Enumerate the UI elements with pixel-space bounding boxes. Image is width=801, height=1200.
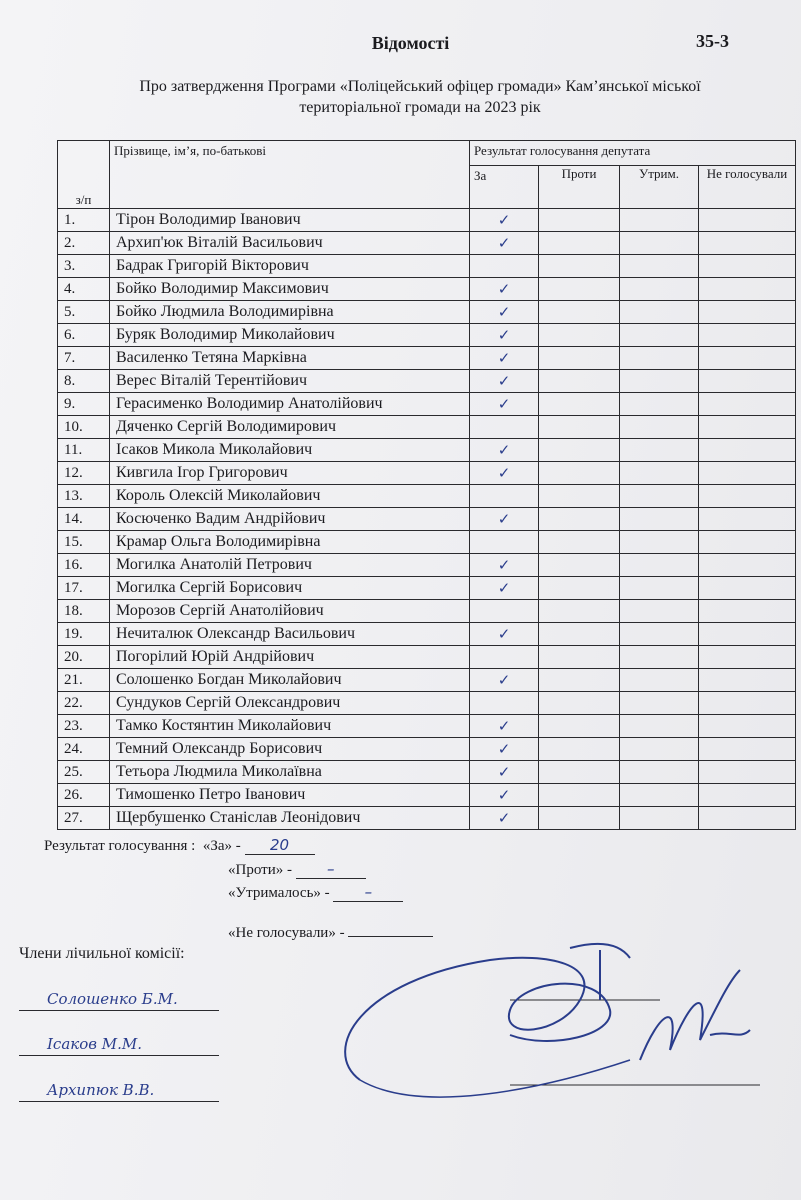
vote-ne-holosuvaly-cell <box>699 278 796 301</box>
row-number: 16. <box>58 554 110 577</box>
vote-utrym-cell <box>620 600 699 623</box>
row-number: 27. <box>58 807 110 830</box>
header-name: Прізвище, ім’я, по-батькові <box>110 141 470 209</box>
commission-signature-2: Ісаков М.М. <box>19 1032 219 1056</box>
vote-proty-cell <box>539 807 620 830</box>
voting-table <box>57 140 796 830</box>
deputy-name: Сундуков Сергій Олександрович <box>110 692 470 715</box>
vote-utrym-cell <box>620 485 699 508</box>
vote-utrym-cell <box>620 439 699 462</box>
table-row <box>58 370 796 393</box>
deputy-name: Ісаков Микола Миколайович <box>110 439 470 462</box>
vote-ne-holosuvaly-cell <box>699 738 796 761</box>
vote-ne-holosuvaly-cell <box>699 807 796 830</box>
row-number: 7. <box>58 347 110 370</box>
vote-utrym-cell <box>620 462 699 485</box>
table-row <box>58 715 796 738</box>
ne-value <box>348 936 433 937</box>
row-number: 10. <box>58 416 110 439</box>
deputy-name: Герасименко Володимир Анатолійович <box>110 393 470 416</box>
vote-za-cell: ✓ <box>470 232 539 255</box>
vote-za-cell <box>470 600 539 623</box>
vote-proty-cell <box>539 393 620 416</box>
vote-ne-holosuvaly-cell <box>699 669 796 692</box>
row-number: 18. <box>58 600 110 623</box>
vote-proty-cell <box>539 623 620 646</box>
vote-utrym-cell <box>620 715 699 738</box>
vote-ne-holosuvaly-cell <box>699 393 796 416</box>
deputy-name: Крамар Ольга Володимирівна <box>110 531 470 554</box>
vote-utrym-cell <box>620 554 699 577</box>
vote-za-cell <box>470 692 539 715</box>
commission-signature-1: Солошенко Б.М. <box>19 987 219 1011</box>
vote-proty-cell <box>539 669 620 692</box>
vote-utrym-cell <box>620 577 699 600</box>
table-row <box>58 554 796 577</box>
vote-za-cell: ✓ <box>470 301 539 324</box>
subtitle-line-2: територіальної громади на 2023 рік <box>299 99 541 116</box>
row-number: 4. <box>58 278 110 301</box>
vote-utrym-cell <box>620 255 699 278</box>
vote-utrym-cell <box>620 324 699 347</box>
vote-utrym-cell <box>620 416 699 439</box>
row-number: 6. <box>58 324 110 347</box>
vote-proty-cell <box>539 554 620 577</box>
row-number: 13. <box>58 485 110 508</box>
vote-proty-cell <box>539 301 620 324</box>
vote-za-cell: ✓ <box>470 738 539 761</box>
deputy-name: Темний Олександр Борисович <box>110 738 470 761</box>
vote-utrym-cell <box>620 209 699 232</box>
vote-utrym-cell <box>620 646 699 669</box>
utrym-value: – <box>333 883 403 902</box>
row-number: 12. <box>58 462 110 485</box>
vote-ne-holosuvaly-cell <box>699 784 796 807</box>
vote-za-cell: ✓ <box>470 807 539 830</box>
vote-utrym-cell <box>620 508 699 531</box>
table-row <box>58 232 796 255</box>
vote-proty-cell <box>539 485 620 508</box>
row-number: 25. <box>58 761 110 784</box>
header-za: За <box>470 166 539 209</box>
vote-utrym-cell <box>620 623 699 646</box>
row-number: 8. <box>58 370 110 393</box>
header-result: Результат голосування депутата <box>470 141 796 166</box>
vote-za-cell: ✓ <box>470 761 539 784</box>
vote-ne-holosuvaly-cell <box>699 462 796 485</box>
vote-za-cell: ✓ <box>470 669 539 692</box>
handwritten-signature-icon <box>300 940 780 1120</box>
vote-utrym-cell <box>620 301 699 324</box>
vote-proty-cell <box>539 209 620 232</box>
vote-za-cell: ✓ <box>470 784 539 807</box>
row-number: 14. <box>58 508 110 531</box>
results-label: Результат голосування : <box>44 838 196 854</box>
vote-proty-cell <box>539 324 620 347</box>
deputy-name: Могилка Сергій Борисович <box>110 577 470 600</box>
deputy-name: Буряк Володимир Миколайович <box>110 324 470 347</box>
table-row <box>58 324 796 347</box>
vote-ne-holosuvaly-cell <box>699 508 796 531</box>
commission-label: Члени лічильної комісії: <box>19 945 185 962</box>
row-number: 17. <box>58 577 110 600</box>
vote-za-cell: ✓ <box>470 508 539 531</box>
vote-proty-cell <box>539 715 620 738</box>
vote-ne-holosuvaly-cell <box>699 416 796 439</box>
table-row <box>58 600 796 623</box>
proty-value: – <box>296 860 366 879</box>
vote-utrym-cell <box>620 669 699 692</box>
vote-za-cell: ✓ <box>470 278 539 301</box>
row-number: 21. <box>58 669 110 692</box>
vote-za-cell: ✓ <box>470 347 539 370</box>
results-proty <box>228 860 366 879</box>
vote-proty-cell <box>539 462 620 485</box>
table-row <box>58 531 796 554</box>
vote-proty-cell <box>539 370 620 393</box>
row-number: 11. <box>58 439 110 462</box>
vote-utrym-cell <box>620 393 699 416</box>
row-number: 22. <box>58 692 110 715</box>
vote-ne-holosuvaly-cell <box>699 439 796 462</box>
deputy-name: Морозов Сергій Анатолійович <box>110 600 470 623</box>
results-utrym <box>228 883 403 902</box>
results-za <box>44 836 315 855</box>
vote-za-cell <box>470 531 539 554</box>
header-ne-holosuvaly: Не голосували <box>699 166 796 209</box>
table-row <box>58 462 796 485</box>
vote-ne-holosuvaly-cell <box>699 347 796 370</box>
vote-za-cell: ✓ <box>470 393 539 416</box>
vote-ne-holosuvaly-cell <box>699 531 796 554</box>
vote-proty-cell <box>539 508 620 531</box>
vote-ne-holosuvaly-cell <box>699 209 796 232</box>
table-row <box>58 393 796 416</box>
vote-ne-holosuvaly-cell <box>699 301 796 324</box>
vote-proty-cell <box>539 278 620 301</box>
vote-ne-holosuvaly-cell <box>699 715 796 738</box>
deputy-name: Верес Віталій Терентійович <box>110 370 470 393</box>
vote-proty-cell <box>539 646 620 669</box>
vote-proty-cell <box>539 577 620 600</box>
deputy-name: Косюченко Вадим Андрійович <box>110 508 470 531</box>
table-row <box>58 692 796 715</box>
commission-signature-3: Архипюк В.В. <box>19 1078 219 1102</box>
vote-za-cell: ✓ <box>470 324 539 347</box>
deputy-name: Король Олексій Миколайович <box>110 485 470 508</box>
vote-proty-cell <box>539 761 620 784</box>
vote-utrym-cell <box>620 784 699 807</box>
header-utrym: Утрим. <box>620 166 699 209</box>
vote-za-cell: ✓ <box>470 209 539 232</box>
deputy-name: Тимошенко Петро Іванович <box>110 784 470 807</box>
row-number: 2. <box>58 232 110 255</box>
table-row <box>58 761 796 784</box>
vote-ne-holosuvaly-cell <box>699 485 796 508</box>
table-body <box>58 209 796 830</box>
vote-ne-holosuvaly-cell <box>699 370 796 393</box>
vote-ne-holosuvaly-cell <box>699 232 796 255</box>
vote-proty-cell <box>539 255 620 278</box>
table-row <box>58 485 796 508</box>
table-row <box>58 669 796 692</box>
utrym-label: «Утрималось» - <box>228 885 330 901</box>
vote-proty-cell <box>539 416 620 439</box>
document-subtitle <box>60 76 780 118</box>
vote-ne-holosuvaly-cell <box>699 761 796 784</box>
deputy-name: Бойко Володимир Максимович <box>110 278 470 301</box>
vote-ne-holosuvaly-cell <box>699 324 796 347</box>
vote-utrym-cell <box>620 531 699 554</box>
vote-za-cell: ✓ <box>470 554 539 577</box>
row-number: 19. <box>58 623 110 646</box>
table-row <box>58 738 796 761</box>
row-number: 5. <box>58 301 110 324</box>
vote-proty-cell <box>539 347 620 370</box>
row-number: 9. <box>58 393 110 416</box>
vote-proty-cell <box>539 738 620 761</box>
vote-za-cell: ✓ <box>470 623 539 646</box>
vote-ne-holosuvaly-cell <box>699 600 796 623</box>
deputy-name: Архип'юк Віталій Васильович <box>110 232 470 255</box>
row-number: 20. <box>58 646 110 669</box>
vote-ne-holosuvaly-cell <box>699 554 796 577</box>
vote-za-cell: ✓ <box>470 715 539 738</box>
deputy-name: Погорілий Юрій Андрійович <box>110 646 470 669</box>
vote-za-cell <box>470 485 539 508</box>
table-row <box>58 508 796 531</box>
table-row <box>58 439 796 462</box>
vote-proty-cell <box>539 531 620 554</box>
vote-ne-holosuvaly-cell <box>699 692 796 715</box>
document-number: 35-3 <box>696 31 729 51</box>
vote-ne-holosuvaly-cell <box>699 577 796 600</box>
vote-ne-holosuvaly-cell <box>699 255 796 278</box>
vote-utrym-cell <box>620 278 699 301</box>
table-row <box>58 623 796 646</box>
row-number: 3. <box>58 255 110 278</box>
vote-utrym-cell <box>620 370 699 393</box>
deputy-name: Кивгила Ігор Григорович <box>110 462 470 485</box>
deputy-name: Бадрак Григорій Вікторович <box>110 255 470 278</box>
vote-za-cell <box>470 416 539 439</box>
vote-proty-cell <box>539 600 620 623</box>
vote-za-cell: ✓ <box>470 462 539 485</box>
header-proty: Проти <box>539 166 620 209</box>
table-row <box>58 278 796 301</box>
ne-label: «Не голосували» - <box>228 925 345 941</box>
row-number: 24. <box>58 738 110 761</box>
vote-utrym-cell <box>620 232 699 255</box>
vote-utrym-cell <box>620 807 699 830</box>
vote-za-cell <box>470 646 539 669</box>
deputy-name: Дяченко Сергій Володимирович <box>110 416 470 439</box>
deputy-name: Нечиталюк Олександр Васильович <box>110 623 470 646</box>
vote-proty-cell <box>539 232 620 255</box>
table-row <box>58 784 796 807</box>
vote-proty-cell <box>539 439 620 462</box>
table-row <box>58 807 796 830</box>
table-row <box>58 347 796 370</box>
subtitle-line-1: Про затвердження Програми «Поліцейський офіцер громади» Кам’янської міської <box>139 78 701 95</box>
deputy-name: Тамко Костянтин Миколайович <box>110 715 470 738</box>
table-row <box>58 255 796 278</box>
table-row <box>58 301 796 324</box>
header-number: з/п <box>58 141 110 209</box>
za-value: 20 <box>245 836 315 855</box>
vote-za-cell: ✓ <box>470 577 539 600</box>
deputy-name: Бойко Людмила Володимирівна <box>110 301 470 324</box>
vote-utrym-cell <box>620 347 699 370</box>
document-title: Відомості <box>371 33 450 53</box>
deputy-name: Тетьора Людмила Миколаївна <box>110 761 470 784</box>
vote-ne-holosuvaly-cell <box>699 646 796 669</box>
vote-za-cell <box>470 255 539 278</box>
table-row <box>58 577 796 600</box>
vote-utrym-cell <box>620 692 699 715</box>
row-number: 15. <box>58 531 110 554</box>
vote-proty-cell <box>539 784 620 807</box>
deputy-name: Тірон Володимир Іванович <box>110 209 470 232</box>
vote-utrym-cell <box>620 738 699 761</box>
deputy-name: Василенко Тетяна Марківна <box>110 347 470 370</box>
vote-ne-holosuvaly-cell <box>699 623 796 646</box>
table-row <box>58 416 796 439</box>
za-label: «За» - <box>202 838 241 854</box>
vote-proty-cell <box>539 692 620 715</box>
deputy-name: Могилка Анатолій Петрович <box>110 554 470 577</box>
table-row <box>58 646 796 669</box>
deputy-name: Щербушенко Станіслав Леонідович <box>110 807 470 830</box>
row-number: 1. <box>58 209 110 232</box>
vote-utrym-cell <box>620 761 699 784</box>
row-number: 26. <box>58 784 110 807</box>
vote-za-cell: ✓ <box>470 439 539 462</box>
table-row <box>58 209 796 232</box>
deputy-name: Солошенко Богдан Миколайович <box>110 669 470 692</box>
vote-za-cell: ✓ <box>470 370 539 393</box>
proty-label: «Проти» - <box>228 862 292 878</box>
row-number: 23. <box>58 715 110 738</box>
